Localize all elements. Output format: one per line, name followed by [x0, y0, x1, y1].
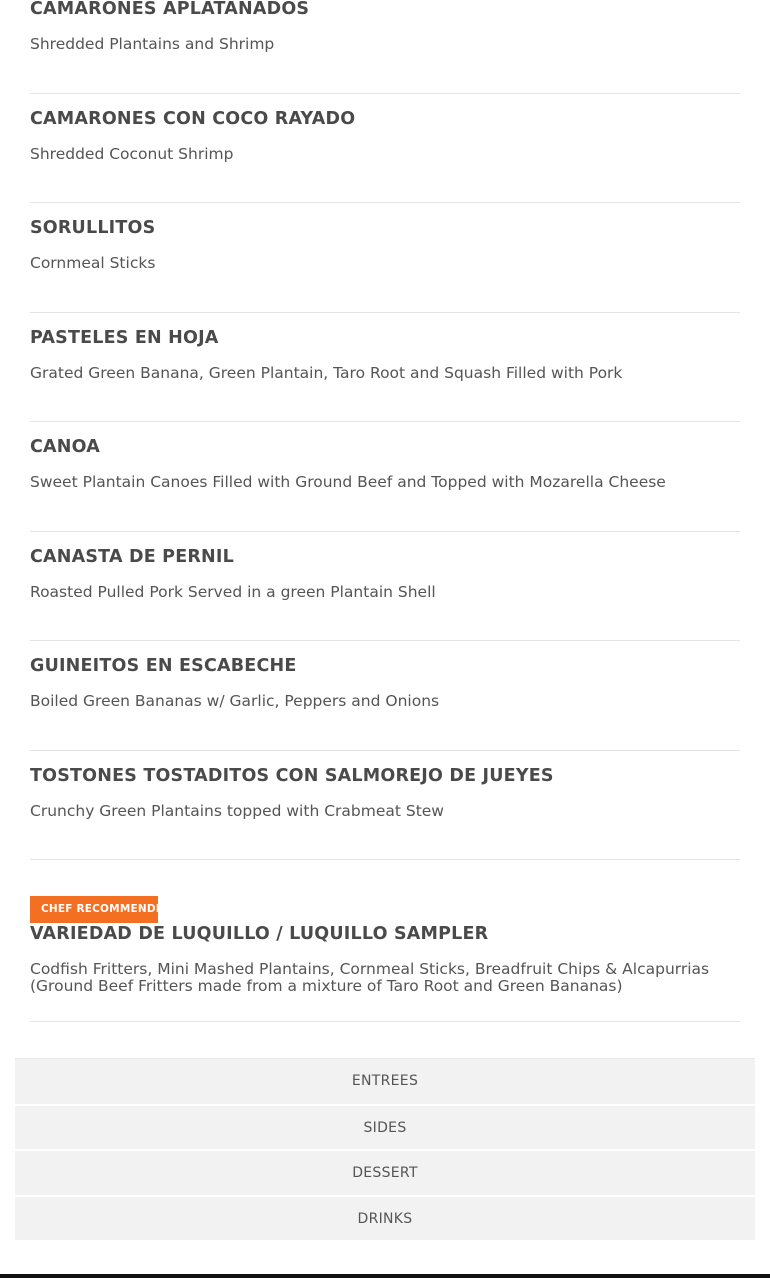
menu-item [30, 203, 740, 313]
item-description: Cornmeal Sticks [30, 254, 156, 272]
menu-item [30, 94, 740, 204]
bottom-bar [0, 1274, 770, 1278]
item-description: Shredded Plantains and Shrimp [30, 35, 275, 53]
item-name: SORULLITOS [30, 218, 156, 238]
item-description: Sweet Plantain Canoes Filled with Ground Beef and Topped with Mozarella Cheese [30, 473, 666, 491]
item-description: Roasted Pulled Pork Served in a green Plantain Shell [30, 582, 436, 601]
item-description: Grated Green Banana, Green Plantain, Taro Root and Squash Filled with Pork [30, 363, 623, 382]
item-name: CANASTA DE PERNIL [30, 546, 234, 567]
nav-sides-link[interactable]: SIDES [15, 1104, 755, 1150]
menu-item [30, 751, 740, 861]
nav-entrees-link[interactable]: ENTREES [15, 1058, 755, 1104]
item-description: Crunchy Green Plantains topped with Crabmeat Stew [30, 801, 444, 820]
nav-drinks-link[interactable]: DRINKS [15, 1195, 755, 1241]
item-name: CAMARONES CON COCO RAYADO [30, 108, 356, 129]
menu-category-nav [15, 1058, 755, 1240]
menu-item [30, 313, 740, 423]
nav-dessert-link[interactable]: DESSERT [15, 1149, 755, 1195]
chef-recommended-badge: CHEF RECOMMENDED [30, 896, 158, 923]
menu-list [30, 0, 740, 1022]
item-name: PASTELES EN HOJA [30, 327, 219, 348]
item-description: Shredded Coconut Shrimp [30, 144, 234, 163]
menu-item [30, 422, 740, 532]
item-name: CANOA [30, 437, 100, 457]
menu-item-featured [30, 860, 740, 1022]
item-description: Boiled Green Bananas w/ Garlic, Peppers and Onions [30, 692, 440, 710]
item-name: TOSTONES TOSTADITOS CON SALMOREJO DE JUEYES [30, 765, 554, 786]
item-name: VARIEDAD DE LUQUILLO / LUQUILLO SAMPLER [30, 924, 489, 944]
item-description: Codfish Fritters, Mini Mashed Plantains, Cornmeal Sticks, Breadfruit Chips & Alcapurrias (Ground Beef Fritters made from a mixture of Taro Root and Green Bananas) [30, 960, 710, 995]
item-name: CAMARONES APLATANADOS [30, 0, 310, 19]
menu-item [30, 641, 740, 751]
item-name: GUINEITOS EN ESCABECHE [30, 656, 297, 676]
menu-item [30, 532, 740, 642]
menu-item [30, 0, 740, 94]
